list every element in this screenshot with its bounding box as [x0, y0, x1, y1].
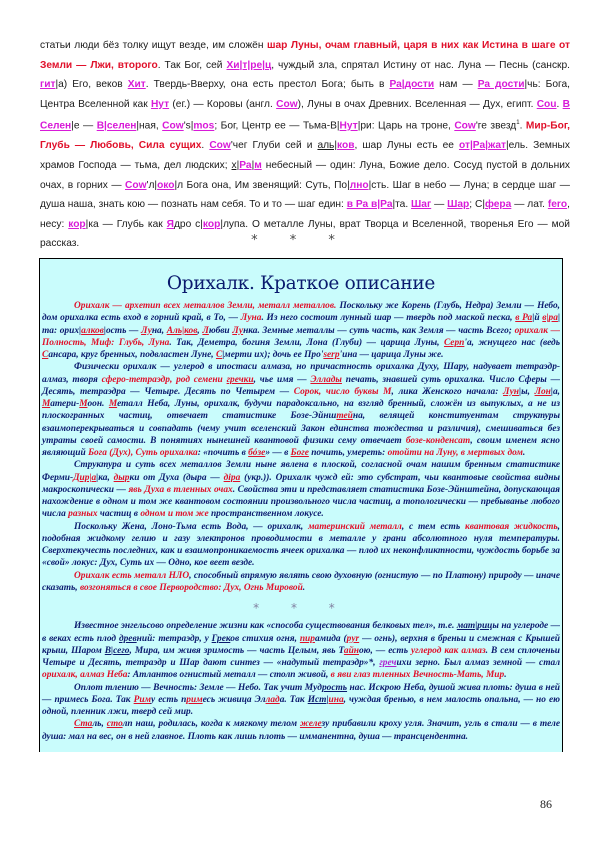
text-run: . Так Бог, сей: [157, 59, 227, 71]
text-run: (ег.) — Коровы (англ.: [169, 98, 277, 110]
text-red-underlined: Л: [202, 325, 209, 336]
text-red-underlined: Лун: [503, 386, 519, 397]
text-run: на,: [151, 325, 167, 336]
text-run: оон.: [87, 399, 109, 409]
text-red-underlined: айн: [343, 645, 359, 656]
text-run: —: [431, 199, 448, 211]
text-run: , своим именем ясно являющий: [42, 435, 560, 458]
text-run: |й: [532, 313, 543, 324]
box-title: Орихалк. Краткое описание: [166, 273, 436, 294]
text-run: , с тем есть: [401, 521, 465, 532]
highlight-magenta: кор: [202, 218, 221, 230]
text-run: |ель. Земных храмов Господа — тьма, дел людских;: [40, 140, 570, 171]
text-run: у есть п: [151, 694, 187, 705]
text-run: . Свойства эти и представляет статистика Бозе-Эйнштейна, допускающая нахождение в одном и том же квантовом состоянии произвольного числа частиц, а топологически — пребыванье любого числа: [42, 484, 560, 520]
text-run: ний: тетраэдр, у: [136, 633, 212, 644]
text-purple-underlined: греч: [379, 658, 397, 668]
text-run: ансара, круг бренных, подвластен Луне,: [48, 350, 216, 360]
paragraph-3: [42, 459, 560, 520]
text-run: есь живица Эл: [202, 694, 266, 705]
text-red-underlined: ина: [328, 694, 344, 705]
text-run: нас. Искрою Неба, душой жива плоть: душа в ней — примесь Бога. Так: [42, 682, 561, 705]
paragraph-7: [42, 682, 560, 719]
text-run: 'а, жнущего нас (ведь: [464, 337, 560, 348]
text-run: , чье имя —: [253, 374, 311, 385]
highlight-magenta: fero: [547, 199, 568, 211]
text-red: квантовая жидкость: [464, 521, 558, 532]
text-run: небесный — один: Луна, Божие дело. Сосуд пустой в дольних очах, в горних —: [40, 159, 570, 191]
text-run: ль,: [92, 719, 107, 730]
text-red: отойти на Луну, в мертвых дом: [387, 448, 523, 458]
text-red-underlined: гречки: [226, 374, 254, 385]
text-red-underlined: сто: [106, 719, 123, 730]
paragraph-4: [42, 521, 560, 570]
paragraph-2: [42, 361, 560, 459]
text-run: . В сем сплоченьи Четыре и Десять, тетраэдр и Шар дают синтез — «надутый тетраэдр»*,: [42, 645, 561, 668]
highlight-magenta: В|селен: [96, 120, 137, 132]
text-red-underlined: Аль|ков: [166, 325, 198, 336]
text-red-underlined: pyr: [346, 633, 360, 644]
text-run: ; Бог, Центр ее — Тьма-В|: [214, 120, 340, 132]
text-red-underlined: лад: [265, 694, 280, 705]
text-red-underlined: Боге: [290, 448, 309, 458]
text-run: 's|: [183, 120, 194, 132]
text-red-underlined: желе: [299, 719, 322, 730]
text-run: , шар Луны есть ее: [354, 140, 459, 152]
text-run: .: [519, 120, 526, 132]
section-separator: * * *: [253, 601, 349, 615]
text-run: ,: [197, 325, 203, 336]
text-run: |ная,: [136, 120, 163, 132]
text-red: явь Духа в тленных очах: [128, 484, 233, 495]
text-red-underlined: М: [79, 399, 88, 409]
highlight-magenta: ков: [337, 140, 355, 152]
text-red-underlined: Рим: [133, 694, 151, 705]
underlined-text: рость: [321, 682, 348, 693]
highlight-magenta: м: [254, 159, 262, 171]
highlight-magenta: Шар: [447, 199, 470, 211]
text-red-underlined: С: [42, 350, 49, 360]
highlight-magenta: Нут: [339, 120, 358, 132]
text-run: .: [556, 98, 563, 110]
text-run: |: [251, 159, 255, 171]
text-run: » — в: [265, 448, 291, 458]
text-run: почить, умереть:: [308, 448, 388, 458]
highlight-magenta: Хит: [127, 79, 146, 91]
highlight-magenta: Я: [166, 218, 174, 230]
text-run: зу прибавили кроху угля. Значит, угль в стали — в теле душа: мал на вес, он в ней главное. Плоть как лишь плоть — имманентна, душа — трансцендентна.: [42, 719, 560, 742]
underlined-text: х|: [231, 159, 240, 171]
text-red-underlined: алков: [81, 325, 104, 336]
text-red-underlined: тей: [336, 411, 353, 422]
text-run: .: [504, 670, 507, 681]
highlight-magenta: Cow: [209, 140, 231, 152]
text-run: ою, — есть: [358, 645, 412, 656]
text-run: 'л|: [146, 179, 158, 191]
text-run: |ка,: [96, 472, 114, 483]
text-run: Поскольку же Корень (Глубь, Недра) Земли — Небо, дом орихалка есть вход в горний край, в То, —: [42, 301, 560, 324]
text-red: Луна: [240, 313, 262, 324]
text-run: . Так, Деметра, богиня Земли, Лона (Глуби) — царица Луны,: [169, 337, 444, 348]
text-run: ихи зерно. Был алмаз земной — стал: [396, 658, 560, 668]
text-red: орихалк, алмаз Неба: [42, 670, 128, 681]
text-run: лп наш, родилась, когда к мягкому телом: [122, 719, 300, 730]
text-run: |чь: Бога, Центра Вселенной как: [40, 79, 570, 110]
text-red: Бога (Дух), Суть орихалка: [88, 448, 198, 458]
text-red-underlined: Дир|а: [73, 472, 97, 483]
text-run: . Из него состоит лунный шар — твердь под маской песка,: [261, 313, 516, 324]
text-run: |лупа. О металле Луны, врат Творца и Вселенной, творенья Его — мой рассказ.: [40, 218, 570, 250]
highlight-magenta: Cow: [276, 98, 298, 110]
text-run: ; С|: [469, 199, 485, 211]
text-red: одном и том же: [140, 509, 209, 520]
text-run: |: [326, 694, 329, 705]
text-red-underlined: в|ра: [542, 313, 558, 324]
text-run: ы на углероде — в веках есть плод: [42, 621, 560, 644]
text-run: , несу:: [40, 199, 570, 230]
highlight-magenta: Нут: [150, 98, 170, 110]
text-red-underlined: Серп: [443, 337, 465, 348]
text-run: а. Так: [279, 694, 308, 705]
text-run: частиц: [97, 509, 134, 520]
text-run: нка. Земные металлы — суть часть, как Земля — часть Всего;: [243, 325, 515, 336]
text-red-underlined: Лу: [232, 325, 244, 336]
highlight-magenta: Ра|дости: [389, 79, 435, 91]
highlight-red: шар Луны, очам главный, царя в них как Истина в шаге от Земли — Лжи, второго: [40, 40, 570, 71]
section-separator: * * *: [251, 233, 349, 248]
text-run: |мерти их); дочь ее Про': [222, 350, 324, 360]
highlight-magenta: Ра дости: [477, 79, 525, 91]
highlight-magenta: гит: [40, 79, 56, 91]
text-red-underlined: рим: [186, 694, 203, 705]
intro-paragraph: [40, 36, 570, 254]
text-run: .: [201, 140, 210, 152]
text-red-underlined: Лу: [141, 325, 152, 336]
highlight-magenta: лно: [349, 179, 369, 191]
text-run: Структура и суть всех металлов Земли ныне явлена в плоской, согласной очам нашим бренным статистике Ферми-: [42, 460, 560, 483]
highlight-magenta: в Ра в|Ра: [346, 199, 393, 211]
text-red: материнский металл: [308, 521, 402, 532]
text-red: возгоняться в свое Первородство: Дух, Огнь Мировой: [79, 582, 303, 593]
highlight-magenta: фера: [484, 199, 512, 211]
underlined-text: В: [104, 645, 112, 656]
paragraph-8: [42, 718, 560, 743]
highlight-magenta: В Селен: [40, 98, 570, 132]
text-run: Известное энгельсово определение жизни как «способа существования белковых тел», т.е.: [74, 621, 457, 632]
text-red-underlined: М: [108, 399, 118, 409]
text-run: |ы,: [519, 386, 535, 397]
text-red-underlined: діра: [223, 472, 241, 483]
text-red: углерод как алмаз: [411, 645, 486, 656]
text-run: ки от Духа (дыра —: [129, 472, 224, 483]
text-run: .: [522, 448, 526, 458]
text-red-underlined: в Ра: [515, 313, 533, 324]
highlight-magenta: Cou: [536, 98, 557, 110]
text-red-underlined: Ста: [74, 719, 93, 730]
highlight-magenta: от|Ра|жат: [458, 140, 506, 152]
text-run: 'ге звезд: [475, 120, 517, 132]
text-run: |ри: Царь на троне,: [357, 120, 455, 132]
highlight-magenta: Хи|т|ре|ц: [226, 59, 272, 71]
text-run: |а) Его, веков: [55, 79, 128, 91]
text-run: 'ина — царица Луны же.: [339, 350, 444, 360]
text-run: на, велящей конституентам структуры взаимоперекрываться и совпадать (чему учит вселенский Закон единства тождества и различия), смешиваться без утраты своей самости. В понятиях нынешней квантовой физики сему отвечает: [42, 411, 560, 446]
highlight-magenta: Ра: [239, 159, 252, 171]
highlight-magenta: Cow: [454, 120, 476, 132]
text-red: сферо-тетраэдр, род семени: [101, 374, 227, 385]
text-red: разных: [68, 509, 98, 520]
text-red-underlined: бóзе: [248, 448, 266, 458]
text-run: |сть. Шаг в небо — Луна; в сердце шаг — душа наша, знать кою — познать нам себя. То и то — шаг един:: [40, 179, 570, 211]
text-run: пространственном локусе.: [208, 509, 324, 520]
text-run: юбви: [208, 325, 233, 336]
text-run: в: [133, 509, 138, 520]
highlight-magenta: mos: [193, 120, 215, 132]
text-red-underlined: Лон: [534, 386, 551, 397]
text-run: ), Луны в очах Древних. Вселенная — Дух, египт.: [297, 98, 537, 110]
paragraph-1: [42, 300, 560, 361]
text-red-underlined: С: [215, 350, 223, 360]
paragraph-6: [42, 620, 560, 681]
text-run: , чуждая бренью, в нем малость опальна, — но ею одной, пленник лжи, тверд сей мир.: [42, 694, 561, 717]
underlined-text: Грек: [211, 633, 231, 644]
highlight-red: Мир-Бог, Глубь — Любовь, Сила сущих: [40, 120, 570, 152]
text-run: — огнь), верхня в бреньи и смежная с Крышей крыш, Шаром: [42, 633, 560, 656]
text-run: печать, знавшей суть орихалка. Число Сферы — Десять, тетраэдра — Четыре. Десять по Четырем —: [42, 374, 560, 397]
text-run: Оплот тлению — Вечность: Земле — Небо. Так учит Муд: [74, 682, 322, 693]
text-run: , лика Женского начала:: [391, 386, 504, 397]
text-run: , способный впрямую являть свою духовную (огнистую — по Платону) природу — иначе сказать,: [42, 570, 560, 593]
text-run: еталл Неба, Луны, орихалк, будучи парадоксально, на взгляд бренный, сложён из выпуклых, а не из плоскогранных частиц, отвечает статистике Бозе-Эйнш: [42, 399, 560, 422]
text-run: |та: орих|: [42, 313, 561, 336]
underlined-text: Ист: [307, 694, 327, 705]
text-red-underlined: пир: [299, 633, 315, 644]
page-number: 86: [540, 797, 552, 811]
text-run: дро с|: [173, 218, 203, 230]
underlined-text: аль|: [317, 140, 338, 152]
text-red: Орихалк — архетип всех металлов Земли, металл металлов.: [74, 301, 337, 311]
text-run: : «почить в: [197, 448, 249, 458]
text-run: |ка — Глубь как: [85, 218, 167, 230]
highlight-magenta: Cow: [162, 120, 184, 132]
text-red: Сорок, число буквы М: [293, 386, 392, 397]
text-run: амида (: [314, 633, 347, 644]
text-run: Физически орихалк — углерод в ипостаси алмаза, но причастность орихалка Духу, Шару, надувает тетраэдр-алмаз, творя: [42, 362, 560, 385]
highlight-magenta: Шаг: [411, 199, 432, 211]
text-run: .: [302, 582, 306, 593]
text-run: |е —: [71, 120, 97, 132]
text-run: статьи люди бёз толку ищут везде, им сложён: [40, 40, 267, 51]
text-run: нам —: [434, 79, 478, 91]
paragraph-5: [42, 570, 560, 595]
text-run: ов стихия огня,: [230, 633, 300, 644]
text-run: (укр.)). Орихалк чужд ей: это субстрат, чьи квантовые свойства видны макроскопически —: [42, 472, 560, 495]
text-run: |: [111, 645, 114, 656]
summary-box: [39, 258, 563, 752]
highlight-magenta: кор: [68, 218, 86, 230]
text-red: в яви глаз тленных Вечность-Мать, Мир: [330, 670, 505, 681]
text-run: , чуждый зла, спрятал Истину от нас. Луна — Песнь (санскр.: [271, 59, 570, 71]
text-red-underlined: Эллады: [310, 374, 342, 385]
underlined-text: сего: [113, 645, 130, 656]
highlight-magenta: Cow: [125, 179, 147, 191]
text-run: Поскольку Жена, Лоно-Тьма есть Вода, — орихалк,: [74, 521, 309, 532]
footnote-ref: 1: [516, 120, 520, 127]
box-body: [40, 300, 562, 743]
text-run: . Твердь-Вверху, она есть престол Бога; быть в: [145, 79, 390, 91]
text-red-underlined: дыр: [113, 472, 130, 483]
text-red-underlined: М: [42, 399, 51, 409]
text-red: бозе-конденсат: [405, 435, 471, 446]
text-run: атери-: [50, 399, 80, 409]
text-red: орихалк — Полность, Миф: Глубь, Луна: [42, 325, 560, 348]
text-red: Орихалк есть металл НЛО: [74, 570, 190, 581]
text-run: : Атлантов огнистый металл — столп живой,: [127, 670, 331, 681]
text-red-underlined: serp: [323, 350, 340, 360]
text-run: |а,: [550, 386, 560, 397]
text-run: 'чег Глуби сей и: [230, 140, 318, 152]
underlined-text: мат|риц: [456, 621, 493, 632]
text-run: |ость —: [103, 325, 142, 336]
highlight-magenta: око: [157, 179, 175, 191]
text-run: |л Бога она, Им звенящий: Суть, По|: [174, 179, 350, 191]
text-run: |та.: [392, 199, 412, 211]
text-run: , Мира, им живя зримость — часть Целым, явь Т: [129, 645, 344, 656]
underlined-text: древ: [118, 633, 137, 644]
text-run: — лат.: [511, 199, 548, 211]
text-run: , подобная жидкому гелию и газу электронов проводимости в металле у грани абсолютного нуля температуры. Сверхтекучесть последних, как и взаимопроникаемость ячеек орихалка — плод их неконфликтности, чуждость борьбе за «свой» локус: Дух, Суть их — Одно, кое веет везде.: [42, 521, 560, 569]
